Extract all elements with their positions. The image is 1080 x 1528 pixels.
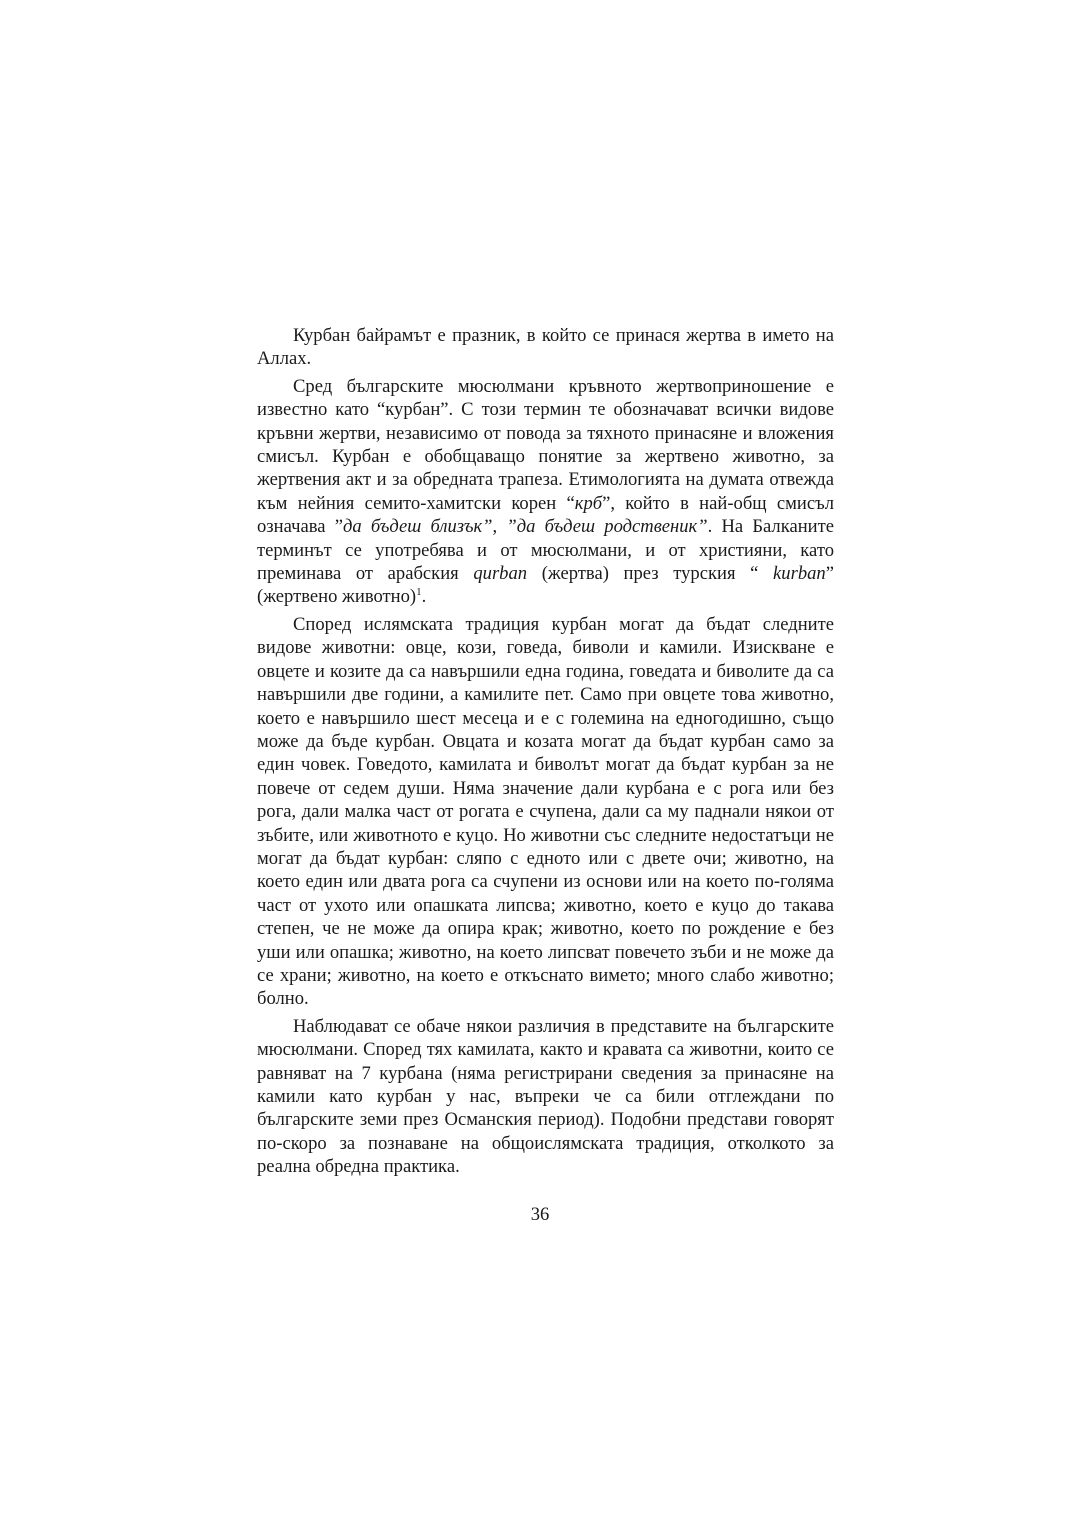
meaning-close: да бъдеш близък” <box>342 516 493 538</box>
paragraph-3: Според ислямската традиция курбан могат да бъдат следните видове животни: овце, кози, говеда, биволи и камили. Изискване е овцете и козите да са навършили една година, говедата и биволите да са навършили две години, а камилите пет. Само при овцете това животно, което е навършило шест месеца и е с големина на едногодишно, също може да бъде курбан. Овцата и козата могат да бъдат курбан само за един човек. Говедото, камилата и биволът могат да бъдат курбан за не повече от седем души. Няма значение дали курбана е с рога или без рога, дали малка част от рогата е счупена, дали са му паднали някои от зъбите, или животното е куцо. Но животни със следните недостатъци не могат да бъдат курбан: сляпо с едното или с двете очи; животно, на което един или двата рога са счупени из основи или на което по-голяма част от ухото или опашката липсва; животно, което е куцо до такава степен, че не може да опира крак; животно, което по рождение е без уши или опашка; животно, на което липсват повечето зъби и не може да се храни; животно, на което е откъснато вимето; много слабо животно; болно. <box>257 613 834 1010</box>
meaning-relative: ”да бъдеш родственик” <box>506 516 708 538</box>
paragraph-2-part-5: (жертва) през турския “ <box>527 563 774 585</box>
paragraph-2-part-2: ”, който в най-общ смисъл означава ” <box>257 492 834 538</box>
footnote-reference[interactable]: 1 <box>416 586 422 599</box>
turkish-term: kurban <box>773 563 826 585</box>
paragraph-2-part-3: , <box>492 516 507 538</box>
paragraph-2-part-1: Сред българските мюсюлмани кръвното жертвоприношение е известно като “курбан”. С този термин те обозначават всички видове кръвни жертви, независимо от повода за тяхното принасяне и вложения смисъл. Курбан е обобщаващо понятие за жертвено животно, за жертвения акт и за обредната трапеза. Етимологията на думата отвежда към нейния семито-хамитски корен “ <box>257 375 834 514</box>
paragraph-2 <box>257 375 834 609</box>
page-number: 36 <box>530 1204 550 1225</box>
paragraph-2-part-4: . На Балканите терминът се употребява и от мюсюлмани, и от християни, като преминава от арабския <box>257 516 834 585</box>
paragraph-2-part-7: . <box>421 586 427 608</box>
paragraph-4: Наблюдават се обаче някои различия в представите на българските мюсюлмани. Според тях камилата, както и кравата са животни, които се равняват на 7 курбана (няма регистрирани сведения за принасяне на камили като курбан у нас, въпреки че са били отглеждани по българските земи през Османския период). Подобни представи говорят по-скоро за познаване на общоислямската традиция, отколкото за реална обредна практика. <box>257 1015 834 1178</box>
body-text <box>257 324 834 1183</box>
root-word: крб <box>574 492 603 514</box>
paragraph-1: Курбан байрамът е празник, в който се принася жертва в името на Аллах. <box>257 325 834 370</box>
arabic-term: qurban <box>473 563 528 585</box>
paragraph-2-part-6: ” (жертвено животно) <box>257 563 834 608</box>
